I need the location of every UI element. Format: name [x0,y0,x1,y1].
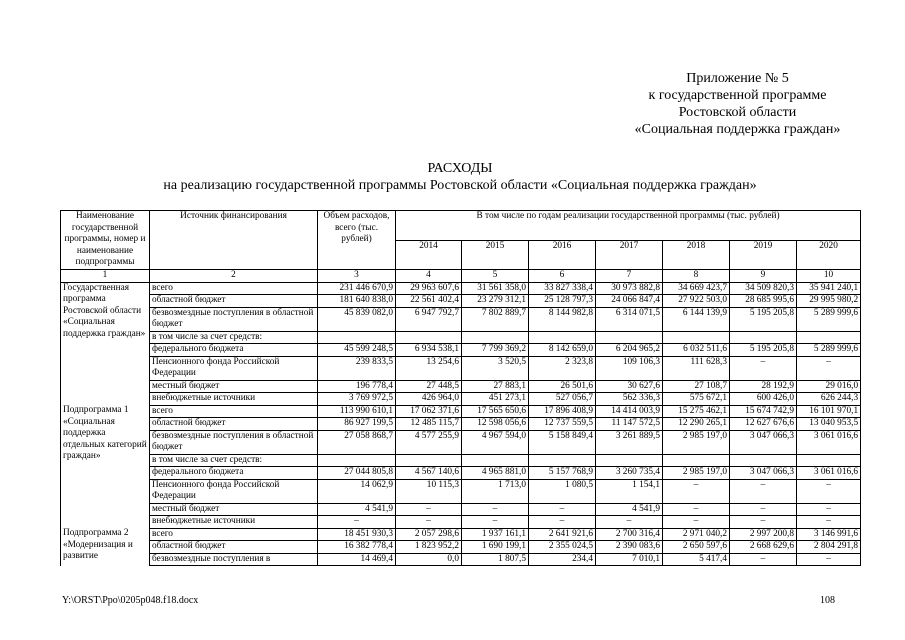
amount-cell: – [596,516,663,529]
amount-cell: 1 690 199,1 [462,541,529,554]
table-row [61,541,861,554]
amount-cell: 5 289 999,6 [797,344,861,357]
amount-cell: 14 414 003,9 [596,405,663,418]
amount-cell: 1 937 161,1 [462,528,529,541]
amount-cell: 12 598 056,6 [462,418,529,431]
table-row [61,307,861,331]
amount-cell: 16 101 970,1 [797,405,861,418]
amount-cell: 527 056,7 [529,393,596,406]
amount-cell [797,454,861,467]
amount-cell: – [797,479,861,503]
amount-cell: 196 778,4 [318,380,396,393]
header-row [61,211,861,241]
amount-cell: – [462,516,529,529]
table-row [61,380,861,393]
amount-cell: 35 941 240,1 [797,282,861,295]
amount-cell: – [396,503,462,516]
amount-cell: 0,0 [396,553,462,566]
amount-cell: 2 641 921,6 [529,528,596,541]
amount-cell: 626 244,3 [797,393,861,406]
header-year: 2018 [663,240,730,270]
amount-cell [730,454,797,467]
amount-cell [663,331,730,344]
amount-cell: – [462,503,529,516]
amount-cell: 181 640 838,0 [318,295,396,308]
amount-cell: – [797,553,861,566]
amount-cell: 4 967 594,0 [462,430,529,454]
amount-cell [529,331,596,344]
table-row [61,516,861,529]
amount-cell: 2 971 040,2 [663,528,730,541]
amount-cell: 575 672,1 [663,393,730,406]
header-year: 2017 [596,240,663,270]
amount-cell: 2 804 291,8 [797,541,861,554]
amount-cell: 4 541,9 [318,503,396,516]
header-year: 2014 [396,240,462,270]
footer-file-path: Y:\ORST\Ppo\0205p048.f18.docx [62,595,199,606]
amount-cell: 15 674 742,9 [730,405,797,418]
column-number: 8 [663,270,730,283]
amount-cell: 2 323,8 [529,356,596,380]
table-row [61,331,861,344]
amount-cell: 5 195 205,8 [730,344,797,357]
amount-cell: – [396,516,462,529]
amount-cell: 4 577 255,9 [396,430,462,454]
amount-cell: 451 273,1 [462,393,529,406]
funding-source: федерального бюджета [150,344,318,357]
amount-cell: 113 990 610,1 [318,405,396,418]
funding-source: внебюджетные источники [150,516,318,529]
amount-cell [396,454,462,467]
amount-cell: – [730,479,797,503]
amount-cell: 12 737 559,5 [529,418,596,431]
column-number: 4 [396,270,462,283]
amount-cell [730,331,797,344]
table-row [61,393,861,406]
header-name: Наименование государственной программы, номер и наименование подпрограммы [61,211,150,270]
amount-cell: 5 157 768,9 [529,467,596,480]
amount-cell: 28 192,9 [730,380,797,393]
column-number: 3 [318,270,396,283]
amount-cell: 12 485 115,7 [396,418,462,431]
table-row [61,479,861,503]
funding-source: местный бюджет [150,503,318,516]
amount-cell: 426 964,0 [396,393,462,406]
funding-source: федерального бюджета [150,467,318,480]
amount-cell: – [730,356,797,380]
amount-cell: 29 016,0 [797,380,861,393]
funding-source: в том числе за счет средств: [150,454,318,467]
program-name: Государственная программа Ростовской области «Социальная поддержка граждан» [61,282,150,405]
column-number: 10 [797,270,861,283]
amount-cell: – [797,503,861,516]
amount-cell: 5 195 205,8 [730,307,797,331]
amount-cell [529,454,596,467]
funding-source: безвозмездные поступления в [150,553,318,566]
amount-cell: 14 062,9 [318,479,396,503]
program-name: Подпрограмма 1 «Социальная поддержка отдельных категорий граждан» [61,405,150,528]
amount-cell: 2 985 197,0 [663,467,730,480]
amount-cell: – [663,503,730,516]
amount-cell: 24 066 847,4 [596,295,663,308]
amount-cell: 16 382 778,4 [318,541,396,554]
amount-cell: 18 451 930,3 [318,528,396,541]
expenses-table [60,210,861,566]
amount-cell: – [318,516,396,529]
amount-cell: 31 561 358,0 [462,282,529,295]
table-row [61,356,861,380]
amount-cell: 12 290 265,1 [663,418,730,431]
funding-source: Пенсионного фонда Российской Федерации [150,479,318,503]
amount-cell: 4 567 140,6 [396,467,462,480]
amount-cell: – [529,503,596,516]
funding-source: всего [150,528,318,541]
amount-cell: 17 896 408,9 [529,405,596,418]
amount-cell: 34 509 820,3 [730,282,797,295]
amount-cell: 27 108,7 [663,380,730,393]
amount-cell: 3 769 972,5 [318,393,396,406]
funding-source: всего [150,405,318,418]
amount-cell: 3 047 066,3 [730,467,797,480]
amount-cell: 3 061 016,6 [797,430,861,454]
amount-cell: 8 142 659,0 [529,344,596,357]
amount-cell: 8 144 982,8 [529,307,596,331]
table-row [61,553,861,566]
amount-cell: 562 336,3 [596,393,663,406]
amount-cell: 7 799 369,2 [462,344,529,357]
table-row [61,295,861,308]
amount-cell: 12 627 676,6 [730,418,797,431]
amount-cell: 17 062 371,6 [396,405,462,418]
amount-cell: 13 254,6 [396,356,462,380]
amount-cell: – [730,553,797,566]
funding-source: областной бюджет [150,418,318,431]
amount-cell: 28 685 995,6 [730,295,797,308]
amount-cell: 2 390 083,6 [596,541,663,554]
amount-cell: 14 469,4 [318,553,396,566]
amount-cell: 3 520,5 [462,356,529,380]
table-row [61,503,861,516]
amount-cell: 3 061 016,6 [797,467,861,480]
amount-cell [462,454,529,467]
amount-cell: 34 669 423,7 [663,282,730,295]
amount-cell: 2 057 298,6 [396,528,462,541]
amount-cell: 3 146 991,6 [797,528,861,541]
column-number: 9 [730,270,797,283]
amount-cell: 27 448,5 [396,380,462,393]
column-number: 5 [462,270,529,283]
header-year: 2020 [797,240,861,270]
amount-cell: 1 713,0 [462,479,529,503]
amount-cell: 33 827 338,4 [529,282,596,295]
footer-page-number: 108 [820,595,835,606]
header-year: 2016 [529,240,596,270]
amount-cell [396,331,462,344]
column-number: 6 [529,270,596,283]
amount-cell: 5 158 849,4 [529,430,596,454]
table-row [61,454,861,467]
amount-cell [797,331,861,344]
amount-cell: 231 446 670,9 [318,282,396,295]
header-year: 2019 [730,240,797,270]
funding-source: внебюджетные источники [150,393,318,406]
amount-cell: – [730,503,797,516]
amount-cell: 27 883,1 [462,380,529,393]
column-number: 1 [61,270,150,283]
amount-cell: 27 922 503,0 [663,295,730,308]
amount-cell: 27 044 805,8 [318,467,396,480]
amount-cell: 2 668 629,6 [730,541,797,554]
amount-cell: – [663,516,730,529]
column-numbers-row [61,270,861,283]
amount-cell [596,454,663,467]
amount-cell: 13 040 953,5 [797,418,861,431]
appendix-line: «Социальная поддержка граждан» [634,122,841,137]
amount-cell: 5 289 999,6 [797,307,861,331]
funding-source: безвозмездные поступления в областной бюджет [150,307,318,331]
title-line-1: РАСХОДЫ [427,161,493,176]
table-row [61,282,861,295]
amount-cell: 600 426,0 [730,393,797,406]
amount-cell: 29 995 980,2 [797,295,861,308]
amount-cell: 3 047 066,3 [730,430,797,454]
amount-cell: 3 260 735,4 [596,467,663,480]
amount-cell: 5 417,4 [663,553,730,566]
amount-cell: 2 997 200,8 [730,528,797,541]
amount-cell: 27 058 868,7 [318,430,396,454]
column-number: 2 [150,270,318,283]
amount-cell: 15 275 462,1 [663,405,730,418]
funding-source: безвозмездные поступления в областной бюджет [150,430,318,454]
amount-cell: 6 947 792,7 [396,307,462,331]
amount-cell [318,454,396,467]
column-number: 7 [596,270,663,283]
amount-cell: 7 802 889,7 [462,307,529,331]
amount-cell: 29 963 607,6 [396,282,462,295]
amount-cell: 1 154,1 [596,479,663,503]
amount-cell [462,331,529,344]
header-volume: Объем расходов, всего (тыс. рублей) [318,211,396,270]
amount-cell: 30 973 882,8 [596,282,663,295]
amount-cell: 7 010,1 [596,553,663,566]
amount-cell: 25 128 797,3 [529,295,596,308]
amount-cell: 1 807,5 [462,553,529,566]
amount-cell: 22 561 402,4 [396,295,462,308]
title-line-2: на реализацию государственной программы Ростовской области «Социальная поддержка граждан» [163,178,757,193]
amount-cell: 10 115,3 [396,479,462,503]
amount-cell: – [663,479,730,503]
amount-cell: 6 032 511,6 [663,344,730,357]
amount-cell: 2 355 024,5 [529,541,596,554]
amount-cell: 6 144 139,9 [663,307,730,331]
table-row [61,528,861,541]
program-name: Подпрограмма 2 «Модернизация и развитие [61,528,150,566]
amount-cell: 23 279 312,1 [462,295,529,308]
funding-source: всего [150,282,318,295]
appendix-line: Приложение № 5 [686,71,789,86]
amount-cell: 109 106,3 [596,356,663,380]
amount-cell: 2 985 197,0 [663,430,730,454]
amount-cell: 111 628,3 [663,356,730,380]
funding-source: областной бюджет [150,541,318,554]
amount-cell: 86 927 199,5 [318,418,396,431]
amount-cell: 4 541,9 [596,503,663,516]
appendix-line: к государственной программе [648,88,827,103]
amount-cell: – [797,356,861,380]
header-year: 2015 [462,240,529,270]
amount-cell: 3 261 889,5 [596,430,663,454]
amount-cell: 2 650 597,6 [663,541,730,554]
amount-cell: 1 080,5 [529,479,596,503]
amount-cell [318,331,396,344]
table-row [61,344,861,357]
amount-cell: 6 934 538,1 [396,344,462,357]
amount-cell: 234,4 [529,553,596,566]
amount-cell: – [797,516,861,529]
funding-source: местный бюджет [150,380,318,393]
table-row [61,418,861,431]
amount-cell [596,331,663,344]
amount-cell: 2 700 316,4 [596,528,663,541]
amount-cell: 6 314 071,5 [596,307,663,331]
document-title [60,160,860,194]
table-row [61,430,861,454]
amount-cell: 30 627,6 [596,380,663,393]
amount-cell: 11 147 572,5 [596,418,663,431]
funding-source: Пенсионного фонда Российской Федерации [150,356,318,380]
table-row [61,405,861,418]
funding-source: в том числе за счет средств: [150,331,318,344]
header-source: Источник финансирования [150,211,318,270]
appendix-caption [600,70,875,138]
amount-cell: 4 965 881,0 [462,467,529,480]
amount-cell: 45 839 082,0 [318,307,396,331]
funding-source: областной бюджет [150,295,318,308]
amount-cell: – [730,516,797,529]
table-row [61,467,861,480]
amount-cell: 17 565 650,6 [462,405,529,418]
amount-cell: 6 204 965,2 [596,344,663,357]
amount-cell: 26 501,6 [529,380,596,393]
amount-cell: 1 823 952,2 [396,541,462,554]
amount-cell [663,454,730,467]
appendix-line: Ростовской области [678,105,797,120]
amount-cell: 45 599 248,5 [318,344,396,357]
amount-cell: – [529,516,596,529]
amount-cell: 239 833,5 [318,356,396,380]
header-years-caption: В том числе по годам реализации государственной программы (тыс. рублей) [396,211,861,241]
